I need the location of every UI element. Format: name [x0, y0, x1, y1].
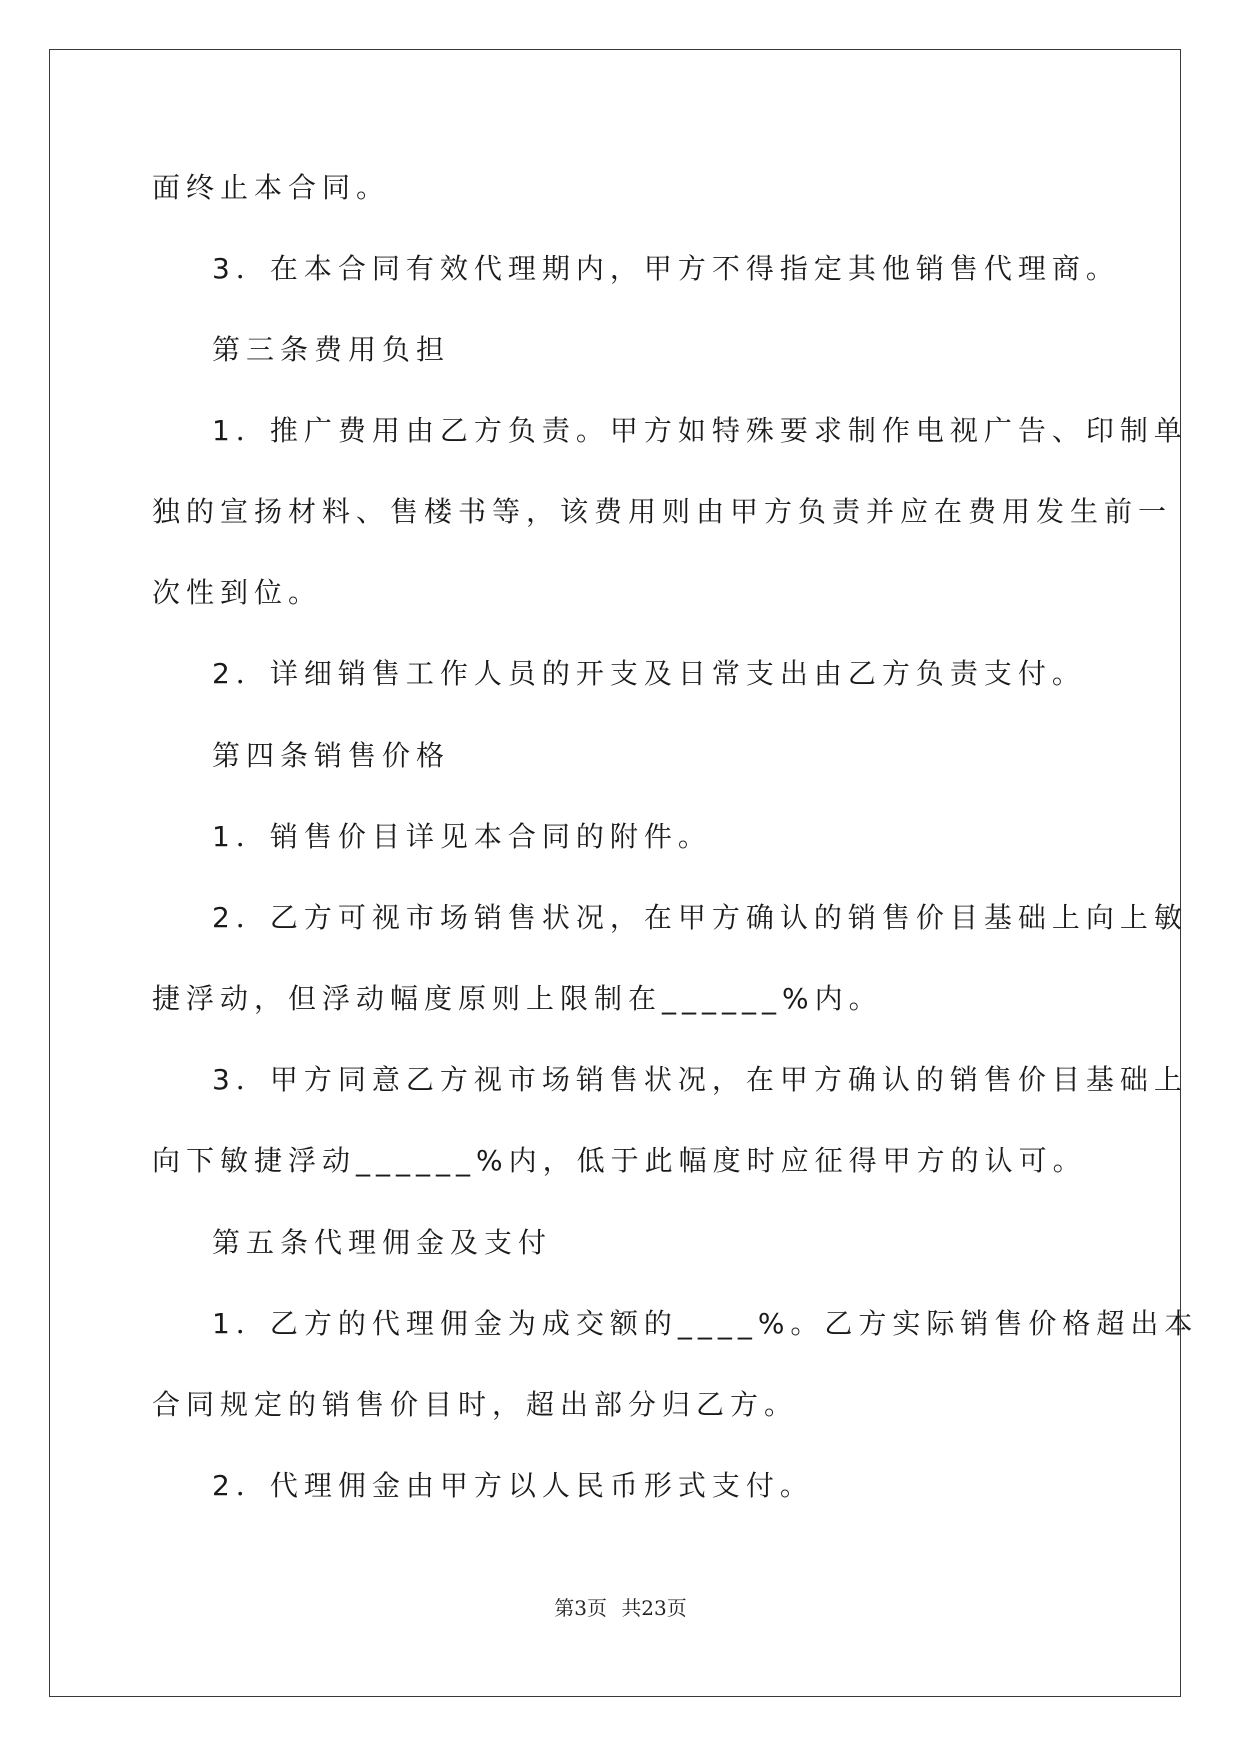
- section-heading: 第三条费用负担: [212, 333, 451, 366]
- paragraph-line: 独的宣扬材料、售楼书等，该费用则由甲方负责并应在费用发生前一: [152, 495, 1173, 528]
- paragraph-line: 2．代理佣金由甲方以人民币形式支付。: [212, 1469, 814, 1502]
- paragraph-line: 2．详细销售工作人员的开支及日常支出由乙方负责支付。: [212, 657, 1086, 690]
- page-total: 共23页: [621, 1596, 687, 1620]
- paragraph-line: 1．推广费用由乙方负责。甲方如特殊要求制作电视广告、印制单: [212, 414, 1188, 447]
- page-footer: [0, 1592, 1241, 1621]
- page-number: 第3页: [554, 1596, 607, 1620]
- paragraph-line: 合同规定的销售价目时，超出部分归乙方。: [152, 1388, 799, 1421]
- paragraph-line: 3．甲方同意乙方视市场销售状况，在甲方确认的销售价目基础上: [212, 1063, 1188, 1096]
- paragraph-line: 面终止本合同。: [152, 171, 391, 204]
- section-heading: 第五条代理佣金及支付: [212, 1226, 553, 1259]
- paragraph-line: 1．销售价目详见本合同的附件。: [212, 820, 712, 853]
- paragraph-line: 3．在本合同有效代理期内，甲方不得指定其他销售代理商。: [212, 252, 1120, 285]
- paragraph-line: 次性到位。: [152, 576, 323, 609]
- page-border: [49, 49, 1181, 1697]
- paragraph-line: 2．乙方可视市场销售状况，在甲方确认的销售价目基础上向上敏: [212, 901, 1188, 934]
- section-heading: 第四条销售价格: [212, 739, 451, 772]
- paragraph-line: 捷浮动，但浮动幅度原则上限制在______%内。: [152, 982, 883, 1015]
- paragraph-line: 向下敏捷浮动______%内，低于此幅度时应征得甲方的认可。: [152, 1144, 1087, 1177]
- paragraph-line: 1．乙方的代理佣金为成交额的____%。乙方实际销售价格超出本: [212, 1307, 1199, 1340]
